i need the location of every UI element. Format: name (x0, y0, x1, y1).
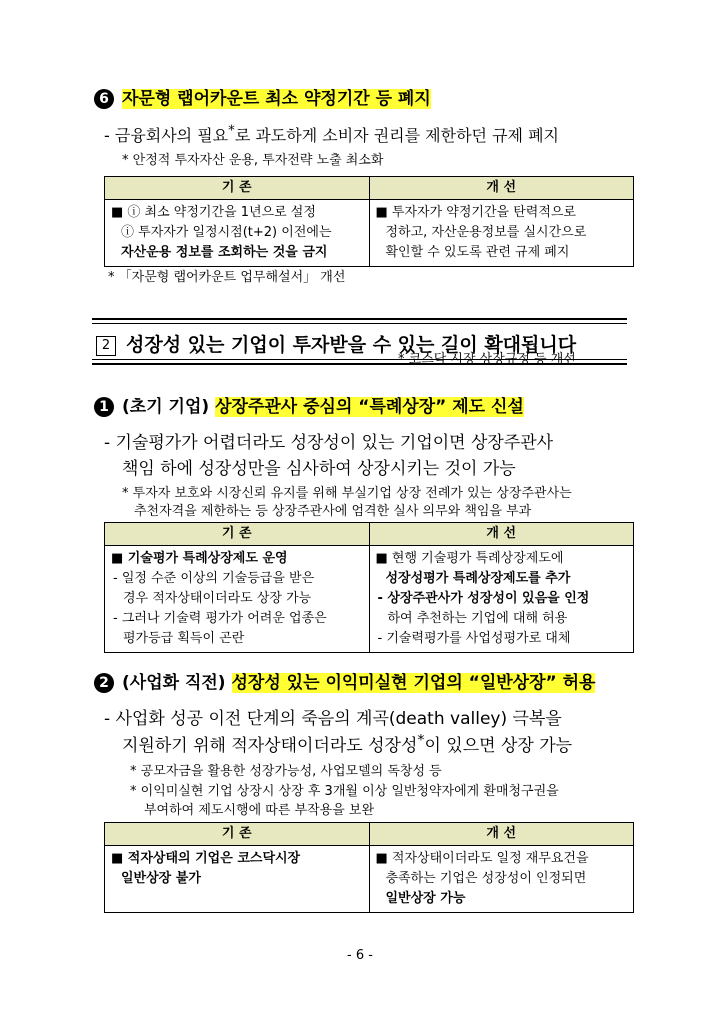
item6-heading (94, 84, 431, 109)
section2-title-text: 성장성 있는 기업이 투자받을 수 있는 길이 확대됩니다 (126, 334, 577, 356)
item2-right-line: 일반상장 가능 (385, 891, 466, 906)
item1-right-line: - 상장주관사가 성장성이 있음을 인정 (377, 591, 590, 606)
item2-note2: * 이익미실현 기업 상장시 상장 후 3개월 이상 일반청약자에게 환매청구권을 (130, 784, 559, 799)
item1-right-line: - 기술력평가를 사업성평가로 대체 (377, 631, 571, 646)
item2-table-head-left: 기 존 (105, 823, 370, 846)
item2-right-line: 충족하는 기업은 성장성이 인정되면 (385, 871, 587, 886)
item1-title: 상장주관사 중심의 “특례상장” 제도 신설 (215, 397, 524, 417)
item2-prefix: (사업화 직전) (122, 673, 226, 693)
item1-prefix: (초기 기업) (122, 397, 210, 417)
item1-left-line: - 일정 수준 이상의 기술등급을 받은 (113, 571, 315, 586)
item1-number-badge: 1 (94, 397, 114, 417)
item2-left-line: ■ 적자상태의 기업은 코스닥시장 (111, 851, 301, 866)
item2-compare-table (104, 822, 634, 913)
item2-note3: 부여하여 제도시행에 따른 부작용을 보완 (144, 803, 375, 818)
item6-note2: * 「자문형 랩어카운트 업무해설서」 개선 (108, 270, 346, 285)
item6-note1: * 안정적 투자자산 운용, 투자전략 노출 최소화 (122, 153, 384, 168)
item6-table-head-left: 기 존 (105, 177, 370, 200)
item2-left-line: 일반상장 불가 (121, 871, 201, 886)
item2-line1: - 사업화 성공 이전 단계의 죽음의 계곡(death valley) 극복을 (104, 709, 562, 729)
item6-left-line: ⓘ 투자자가 일정시점(t+2) 이전에는 (121, 225, 332, 240)
item6-title: 자문형 랩어카운트 최소 약정기간 등 폐지 (122, 89, 431, 109)
item1-left-line: 경우 적자상태이더라도 상장 가능 (123, 591, 312, 606)
item2-line2 (122, 731, 572, 756)
item6-right-line: 정하고, 자산운용정보를 실시간으로 (385, 225, 587, 240)
item6-compare-table (104, 176, 634, 267)
item1-right-line: 성장성평가 특례상장제도를 추가 (385, 571, 571, 586)
item6-table-left-cell (105, 200, 370, 267)
item1-note2: 추천자격을 제한하는 등 상장주관사에 엄격한 실사 의무와 책임을 부과 (134, 504, 532, 519)
item1-right-line: 하여 추천하는 기업에 대해 허용 (387, 611, 568, 626)
item1-left-line: ■ 기술평가 특례상장제도 운영 (111, 551, 288, 566)
item2-line2-text-a: 지원하기 위해 적자상태이더라도 성장성 (122, 736, 418, 756)
item2-number-badge: 2 (94, 673, 114, 693)
item2-note1: * 공모자금을 활용한 성장가능성, 사업모델의 독창성 등 (130, 764, 442, 779)
item6-line1 (104, 123, 559, 146)
section2-note: * 코스닥 시장 상장규정 등 개선 (398, 352, 576, 367)
item2-table-head-right: 개 선 (369, 823, 634, 846)
item1-table-right-cell (369, 546, 634, 653)
item6-table-head-right: 개 선 (369, 177, 634, 200)
item1-heading (94, 392, 524, 417)
item1-table-head-left: 기 존 (105, 523, 370, 546)
item6-right-line: 확인할 수 있도록 관련 규제 폐지 (385, 245, 570, 260)
item6-table-right-cell (369, 200, 634, 267)
item6-line1-text-a: - 금융회사의 필요 (104, 126, 229, 145)
item2-line2-text-b: 이 있으면 상장 가능 (424, 736, 573, 756)
item1-table-head-right: 개 선 (369, 523, 634, 546)
item6-line1-sup: * (228, 123, 235, 139)
item2-table-left-cell (105, 846, 370, 913)
item1-line2: 책임 하에 성장성만을 심사하여 상장시키는 것이 가능 (122, 459, 516, 479)
item1-note1: * 투자자 보호와 시장신뢰 유지를 위해 부실기업 상장 전례가 있는 상장주관사는 (122, 486, 572, 501)
item6-right-line: ■ 투자자가 약정기간을 탄력적으로 (375, 205, 576, 220)
item1-line1: - 기술평가가 어렵더라도 성장성이 있는 기업이면 상장주관사 (104, 433, 554, 453)
item2-line2-sup: * (417, 732, 425, 749)
item2-title: 성장성 있는 이익미실현 기업의 “일반상장” 허용 (231, 673, 596, 693)
section2-number-box: 2 (96, 336, 116, 356)
item6-number-badge: 6 (94, 89, 114, 109)
item1-right-line: ■ 현행 기술평가 특례상장제도에 (375, 551, 564, 566)
item6-left-line: 자산운용 정보를 조회하는 것을 금지 (121, 245, 328, 260)
item6-left-line: ■ ⓘ 최소 약정기간을 1년으로 설정 (111, 205, 316, 220)
page-number: - 6 - (347, 948, 373, 963)
item1-table-left-cell (105, 546, 370, 653)
item1-left-line: - 그러나 기술력 평가가 어려운 업종은 (113, 611, 327, 626)
item2-right-line: ■ 적자상태이더라도 일정 재무요건을 (375, 851, 589, 866)
item2-table-right-cell (369, 846, 634, 913)
item6-line1-text-b: 로 과도하게 소비자 권리를 제한하던 규제 폐지 (234, 126, 559, 145)
item1-compare-table (104, 522, 634, 653)
item1-left-line: 평가등급 획득이 곤란 (123, 631, 245, 646)
item2-heading (94, 668, 595, 693)
